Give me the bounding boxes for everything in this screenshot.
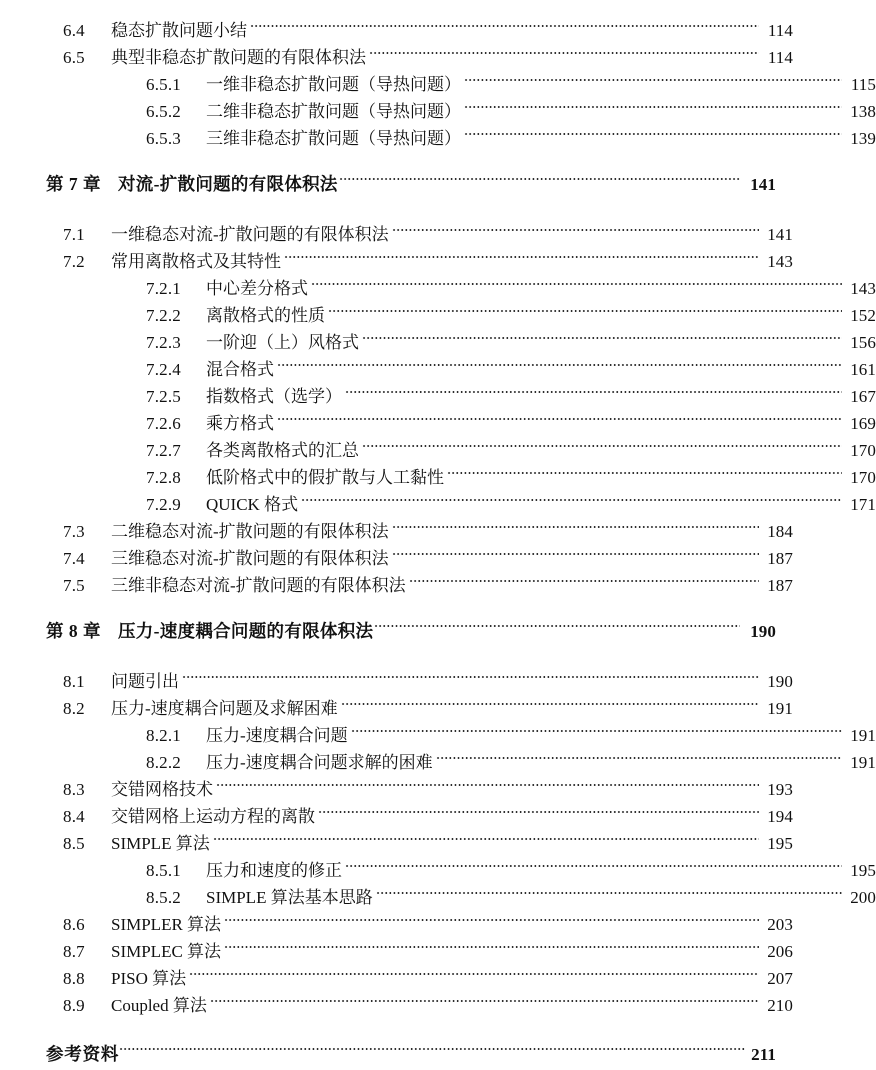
toc-entry-list: [46, 9, 876, 1064]
toc-entry-number: 8.7: [63, 942, 85, 961]
toc-entry-title: QUICK 格式: [206, 495, 299, 514]
toc-entry-number: 8.4: [63, 807, 85, 826]
toc-entry-title: SIMPLE 算法基本思路: [206, 888, 373, 907]
toc-entry-page-number: 170: [850, 468, 876, 487]
toc-entry-title: 各类离散格式的汇总: [206, 441, 359, 460]
toc-entry-number: 7.2.1: [146, 279, 181, 298]
toc-dot-leader: [464, 90, 842, 117]
toc-entry-title: 指数格式（选学）: [206, 387, 342, 406]
toc-entry-number: 6.5: [63, 48, 85, 67]
toc-entry-page-number: 191: [850, 753, 876, 772]
toc-entry-title: SIMPLEC 算法: [111, 942, 222, 961]
toc-entry-number: 7.2.5: [146, 387, 181, 406]
toc-entry-number: 8.2.1: [146, 726, 181, 745]
toc-entry-title: SIMPLER 算法: [111, 915, 222, 934]
toc-entry-page-number: 141: [767, 225, 793, 244]
toc-entry-number: 7.2.7: [146, 441, 181, 460]
toc-dot-leader: [224, 930, 759, 957]
toc-entry-title: 问题引出: [111, 672, 179, 691]
toc-dot-leader: [301, 483, 842, 510]
toc-entry-number: 8.8: [63, 969, 85, 988]
toc-entry-title: 压力-速度耦合问题: [206, 726, 348, 745]
toc-dot-leader: [345, 375, 842, 402]
toc-entry-page-number: 195: [850, 861, 876, 880]
toc-entry-page-number: 203: [767, 915, 793, 934]
toc-entry-page-number: 190: [750, 622, 776, 641]
toc-entry-page-number: 206: [767, 942, 793, 961]
toc-entry-title: 乘方格式: [206, 414, 274, 433]
toc-entry-title: 交错网格技术: [111, 780, 213, 799]
toc-entry-page-number: 114: [767, 48, 793, 67]
toc-dot-leader: [392, 510, 759, 537]
toc-dot-leader: [182, 660, 759, 687]
toc-entry-number: 8.5: [63, 834, 85, 853]
toc-dot-leader: [216, 768, 759, 795]
toc-entry-page-number: 200: [850, 888, 876, 907]
toc-dot-leader: [351, 714, 842, 741]
toc-entry-page-number: 187: [767, 576, 793, 595]
toc-entry-number: 7.2.8: [146, 468, 181, 487]
toc-entry-title: 一维稳态对流-扩散问题的有限体积法: [111, 225, 389, 244]
toc-dot-leader: [328, 294, 842, 321]
toc-entry-title: 常用离散格式及其特性: [111, 252, 281, 271]
toc-entry-number: 7.2.2: [146, 306, 181, 325]
toc-entry[interactable]: [46, 9, 793, 40]
toc-entry-page-number: 143: [850, 279, 876, 298]
toc-entry-page-number: 195: [767, 834, 793, 853]
toc-entry-title: 交错网格上运动方程的离散: [111, 807, 315, 826]
toc-entry-title: Coupled 算法: [111, 996, 207, 1015]
toc-dot-leader: [392, 213, 759, 240]
toc-entry-title: 三维非稳态扩散问题（导热问题）: [206, 129, 461, 148]
toc-entry-title: 离散格式的性质: [206, 306, 325, 325]
toc-entry-page-number: 193: [767, 780, 793, 799]
toc-dot-leader: [224, 903, 759, 930]
toc-entry-title: 压力和速度的修正: [206, 861, 342, 880]
toc-dot-leader: [362, 429, 842, 456]
toc-dot-leader: [277, 348, 842, 375]
toc-entry-number: 第 8 章: [46, 621, 101, 641]
toc-entry-number: 6.5.1: [146, 75, 181, 94]
toc-entry-title: SIMPLE 算法: [111, 834, 210, 853]
toc-dot-leader: [374, 610, 740, 637]
toc-entry-number: 7.2: [63, 252, 85, 271]
toc-entry-number: 6.5.2: [146, 102, 181, 121]
toc-entry-page-number: 143: [767, 252, 793, 271]
toc-entry-title: 压力-速度耦合问题求解的困难: [206, 753, 433, 772]
toc-entry-page-number: 167: [850, 387, 876, 406]
toc-entry-page-number: 211: [751, 1045, 776, 1064]
toc-dot-leader: [464, 63, 842, 90]
toc-entry-page-number: 138: [850, 102, 876, 121]
toc-entry-page-number: 190: [767, 672, 793, 691]
toc-entry-page-number: 171: [850, 495, 876, 514]
toc-entry-number: 7.5: [63, 576, 85, 595]
toc-entry[interactable]: [46, 1033, 776, 1063]
toc-entry[interactable]: [46, 610, 776, 640]
toc-entry-page-number: 169: [850, 414, 876, 433]
toc-entry-number: 7.2.6: [146, 414, 181, 433]
toc-entry-title: 参考资料: [46, 1044, 120, 1064]
toc-entry-title: 低阶格式中的假扩散与人工黏性: [206, 468, 444, 487]
toc-dot-leader: [345, 849, 842, 876]
toc-entry-page-number: 152: [850, 306, 876, 325]
toc-entry-title: 三维稳态对流-扩散问题的有限体积法: [111, 549, 389, 568]
toc-entry-number: 8.6: [63, 915, 85, 934]
toc-entry-title: 对流-扩散问题的有限体积法: [118, 174, 338, 194]
toc-entry-title: 二维稳态对流-扩散问题的有限体积法: [111, 522, 389, 541]
toc-entry-page-number: 170: [850, 441, 876, 460]
toc-entry-page-number: 139: [850, 129, 876, 148]
toc-entry-number: 8.2.2: [146, 753, 181, 772]
toc-entry-title: 一维非稳态扩散问题（导热问题）: [206, 75, 461, 94]
toc-entry-number: 7.3: [63, 522, 85, 541]
toc-dot-leader: [409, 564, 759, 591]
toc-entry-page-number: 191: [850, 726, 876, 745]
toc-dot-leader: [339, 163, 740, 190]
toc-entry-page-number: 207: [767, 969, 793, 988]
toc-entry-page-number: 115: [850, 75, 876, 94]
toc-entry-number: 7.1: [63, 225, 85, 244]
toc-entry-page-number: 161: [850, 360, 876, 379]
toc-entry-title: 中心差分格式: [206, 279, 308, 298]
toc-dot-leader: [464, 117, 842, 144]
toc-entry-number: 7.2.3: [146, 333, 181, 352]
toc-entry-number: 6.4: [63, 21, 85, 40]
toc-entry-page-number: 141: [750, 175, 776, 194]
toc-entry-number: 8.9: [63, 996, 85, 1015]
toc-entry-number: 第 7 章: [46, 174, 101, 194]
toc-entry-number: 7.4: [63, 549, 85, 568]
toc-entry-number: 7.2.4: [146, 360, 181, 379]
toc-dot-leader: [447, 456, 842, 483]
toc-entry-title: 压力-速度耦合问题的有限体积法: [118, 621, 374, 641]
toc-dot-leader: [436, 741, 842, 768]
toc-entry-title: 三维非稳态对流-扩散问题的有限体积法: [111, 576, 406, 595]
toc-entry[interactable]: [46, 163, 776, 193]
toc-dot-leader: [189, 957, 759, 984]
toc-entry-page-number: 194: [767, 807, 793, 826]
toc-entry-number: 6.5.3: [146, 129, 181, 148]
toc-entry-title: 压力-速度耦合问题及求解困难: [111, 699, 338, 718]
toc-entry-number: 8.2: [63, 699, 85, 718]
toc-dot-leader: [284, 240, 759, 267]
toc-entry-title: 典型非稳态扩散问题的有限体积法: [111, 48, 366, 67]
toc-dot-leader: [392, 537, 759, 564]
toc-entry-title: 一阶迎（上）风格式: [206, 333, 359, 352]
toc-entry-page-number: 210: [767, 996, 793, 1015]
toc-dot-leader: [369, 36, 759, 63]
toc-dot-leader: [250, 9, 759, 36]
toc-entry-page-number: 184: [767, 522, 793, 541]
toc-entry[interactable]: [46, 660, 793, 691]
toc-dot-leader: [311, 267, 842, 294]
toc-entry-number: 8.5.1: [146, 861, 181, 880]
toc-dot-leader: [341, 687, 759, 714]
toc-dot-leader: [277, 402, 842, 429]
toc-dot-leader: [376, 876, 842, 903]
toc-entry-page-number: 187: [767, 549, 793, 568]
toc-dot-leader: [210, 984, 759, 1011]
toc-entry-page-number: 114: [767, 21, 793, 40]
toc-entry-title: 二维非稳态扩散问题（导热问题）: [206, 102, 461, 121]
toc-entry-page-number: 156: [850, 333, 876, 352]
toc-entry[interactable]: [46, 213, 793, 244]
toc-dot-leader: [119, 1033, 746, 1060]
toc-entry-title: 稳态扩散问题小结: [111, 21, 247, 40]
toc-entry-number: 7.2.9: [146, 495, 181, 514]
toc-entry-title: 混合格式: [206, 360, 274, 379]
toc-entry-title: PISO 算法: [111, 969, 187, 988]
toc-dot-leader: [362, 321, 842, 348]
toc-dot-leader: [318, 795, 759, 822]
toc-entry-number: 8.1: [63, 672, 85, 691]
toc-entry-number: 8.5.2: [146, 888, 181, 907]
toc-entry-page-number: 191: [767, 699, 793, 718]
toc-entry-number: 8.3: [63, 780, 85, 799]
toc-dot-leader: [213, 822, 759, 849]
